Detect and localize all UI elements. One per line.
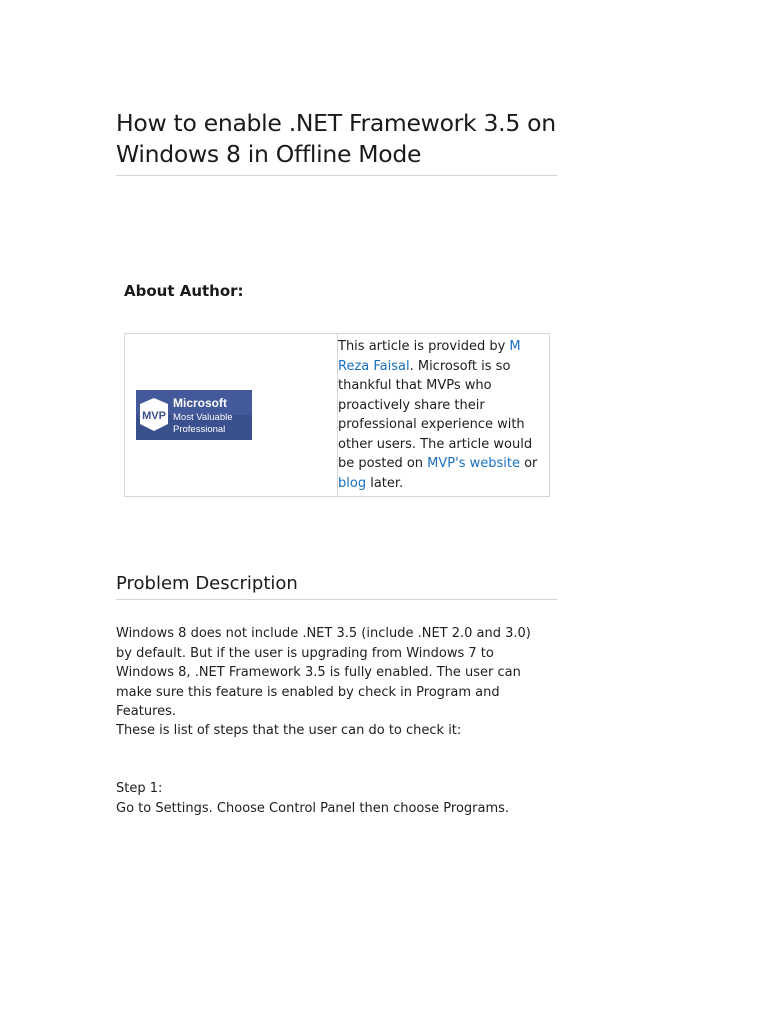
problem-paragraph-2: These is list of steps that the user can do to check it: bbox=[116, 723, 462, 738]
author-table bbox=[124, 333, 550, 497]
author-text-cell bbox=[338, 334, 550, 497]
about-author-heading: About Author: bbox=[124, 282, 244, 300]
author-text-post: later. bbox=[366, 475, 404, 491]
author-text-pre: This article is provided by bbox=[338, 339, 510, 354]
author-link[interactable]: M Reza Faisal bbox=[338, 339, 521, 374]
mvp-website-link[interactable]: MVP's website bbox=[427, 456, 520, 471]
mvp-logo-line3: Professional bbox=[173, 424, 226, 435]
step-1-text: Go to Settings. Choose Control Panel then choose Programs. bbox=[116, 801, 510, 816]
problem-divider bbox=[116, 599, 557, 600]
problem-paragraph-1: Windows 8 does not include .NET 3.5 (include .NET 2.0 and 3.0) by default. But if the user is upgrading from Windows 7 to Windows 8, .NET Framework 3.5 is fully enabled. The user can make sure this feature is enabled by check in Program and Features. bbox=[116, 626, 531, 719]
mvp-badge-text: MVP bbox=[142, 410, 166, 422]
title-divider bbox=[116, 175, 557, 176]
author-text-mid: . Microsoft is so thankful that MVPs who proactively share their professional experience with other users. The article would be posted on bbox=[338, 358, 533, 471]
problem-description-heading: Problem Description bbox=[116, 573, 298, 594]
mvp-logo-line2: Most Valuable bbox=[173, 412, 233, 423]
mvp-logo-line1: Microsoft bbox=[173, 396, 227, 410]
author-logo-cell bbox=[125, 334, 338, 497]
author-text-or: or bbox=[519, 456, 538, 471]
blog-link[interactable]: blog bbox=[338, 475, 367, 491]
step-1-label: Step 1: bbox=[116, 781, 163, 796]
mvp-logo bbox=[136, 390, 252, 440]
page-title: How to enable .NET Framework 3.5 on Windows 8 in Offline Mode bbox=[116, 109, 556, 168]
